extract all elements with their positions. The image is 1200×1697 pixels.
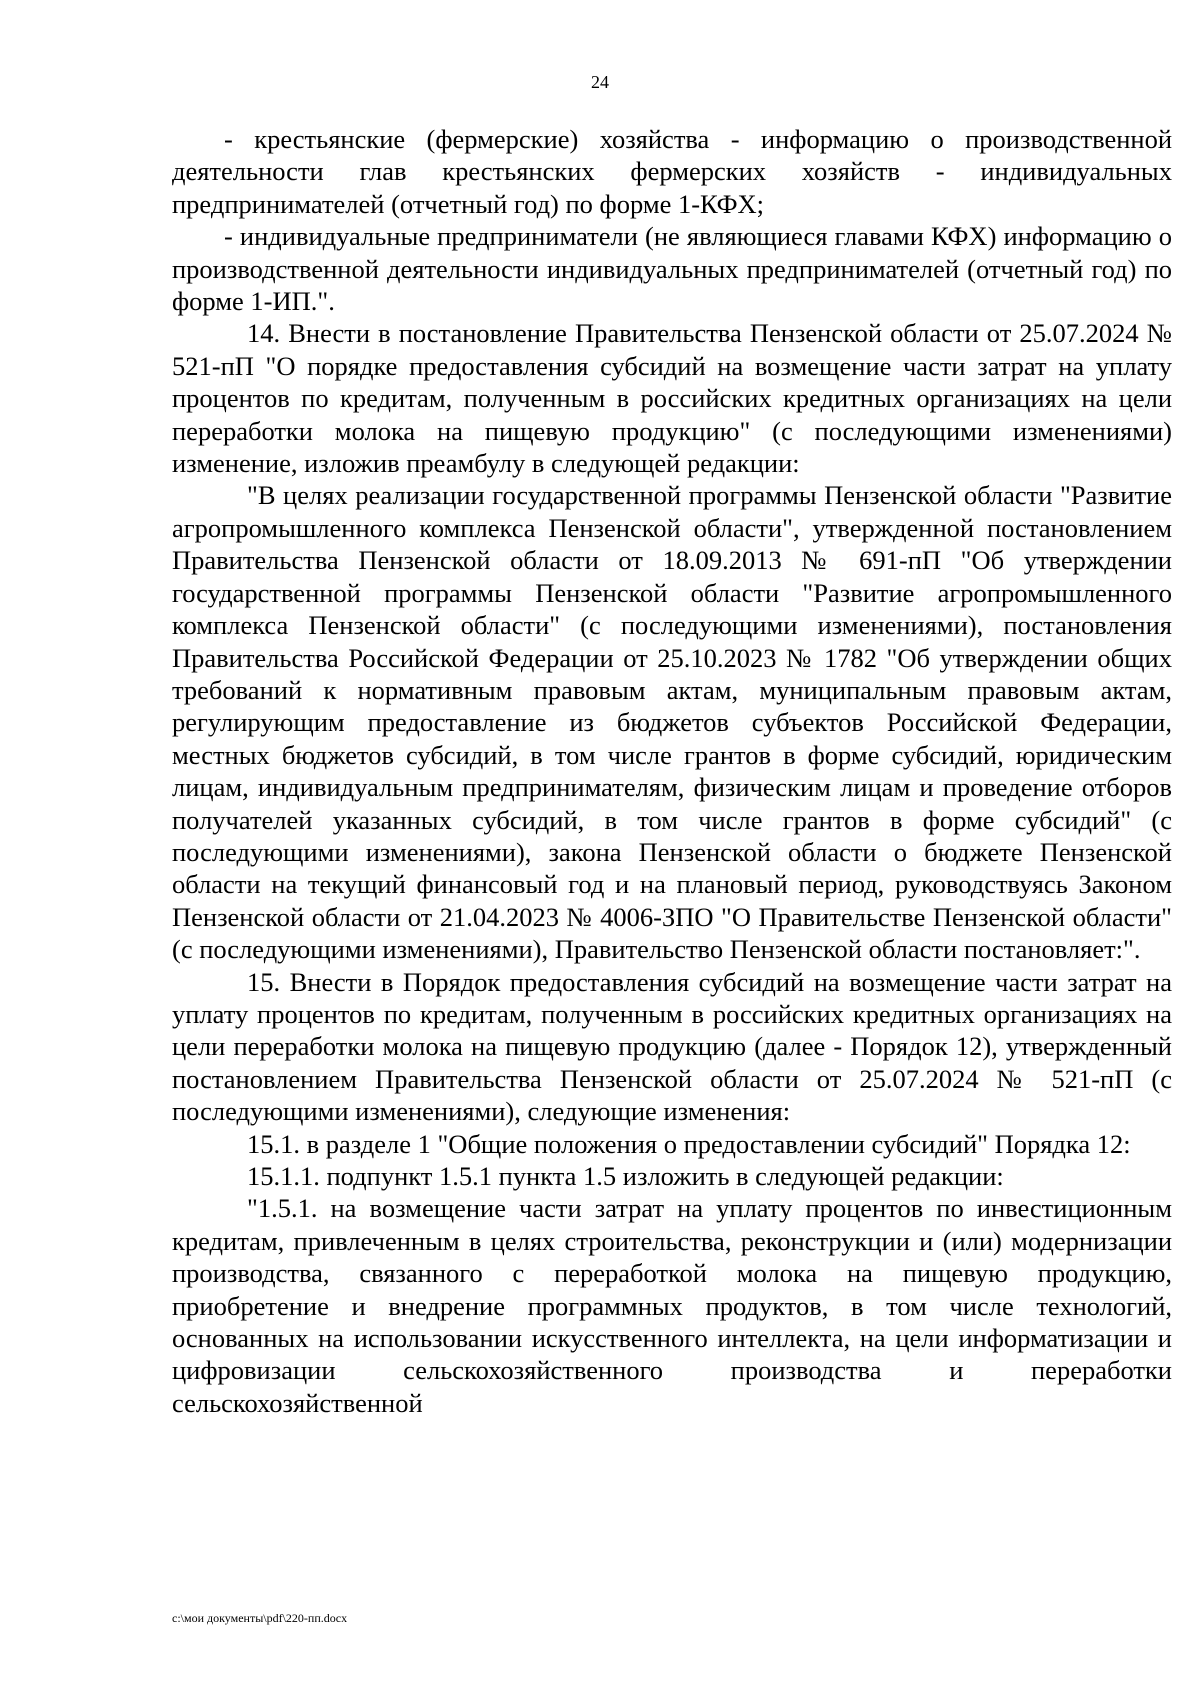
page-number: 24: [591, 72, 609, 92]
paragraph-preamble: "В целях реализации государственной программы Пензенской области "Развитие агропромышленного комплекса Пензенской области", утвержденной постановлением Правительства Пензенской области от 18.09.2013 № 691-пП "Об утверждении государственной программы Пензенской области "Развитие агропромышленного комплекса Пензенской области" (с последующими изменениями), постановления Правительства Российской Федерации от 25.10.2023 № 1782 "Об утверждении общих требований к нормативным правовым актам, муниципальным правовым актам, регулирующим предоставление из бюджетов субъектов Российской Федерации, местных бюджетов субсидий, в том числе грантов в форме субсидий, юридическим лицам, индивидуальным предпринимателям, физическим лицам и проведение отборов получателей указанных субсидий, в том числе грантов в форме субсидий" (с последующими изменениями), закона Пензенской области о бюджете Пензенской области на текущий финансовый год и на плановый период, руководствуясь Законом Пензенской области от 21.04.2023 № 4006-ЗПО "О Правительстве Пензенской области" (с последующими изменениями), Правительство Пензенской области постановляет:".: [172, 480, 1172, 965]
file-path-footer: c:\мои документы\pdf\220-пп.docx: [172, 1611, 348, 1625]
paragraph-item-1-5-1: "1.5.1. на возмещение части затрат на уплату процентов по инвестиционным кредитам, привлеченным в целях строительства, реконструкции и (или) модернизации производства, связанного с переработкой молока на пищевую продукцию, приобретение и внедрение программных продуктов, в том числе технологий, основанных на использовании искусственного интеллекта, на цели информатизации и цифровизации сельскохозяйственного производства и переработки сельскохозяйственной: [172, 1193, 1172, 1418]
paragraph-item-14: 14. Внести в постановление Правительства Пензенской области от 25.07.2024 № 521-пП "О порядке предоставления субсидий на возмещение части затрат на уплату процентов по кредитам, полученным в российских кредитных организациях на цели переработки молока на пищевую продукцию" (с последующими изменениями) изменение, изложив преамбулу в следующей редакции:: [172, 318, 1172, 479]
paragraph-ip: - индивидуальные предприниматели (не являющиеся главами КФХ) информацию о производственной деятельности индивидуальных предпринимателей (отчетный год) по форме 1-ИП.".: [172, 221, 1172, 317]
document-body: [172, 123, 1172, 1419]
paragraph-item-15: 15. Внести в Порядок предоставления субсидий на возмещение части затрат на уплату процентов по кредитам, полученным в российских кредитных организациях на цели переработки молока на пищевую продукцию (далее - Порядок 12), утвержденный постановлением Правительства Пензенской области от 25.07.2024 № 521-пП (с последующими изменениями), следующие изменения:: [172, 966, 1172, 1127]
paragraph-item-15-1-1: 15.1.1. подпункт 1.5.1 пункта 1.5 изложить в следующей редакции:: [247, 1161, 1004, 1191]
paragraph-item-15-1: 15.1. в разделе 1 "Общие положения о предоставлении субсидий" Порядка 12:: [247, 1128, 1131, 1159]
paragraph-kfh: - крестьянские (фермерские) хозяйства - информацию о производственной деятельности глав крестьянских фермерских хозяйств - индивидуальных предпринимателей (отчетный год) по форме 1-КФХ;: [172, 124, 1172, 219]
